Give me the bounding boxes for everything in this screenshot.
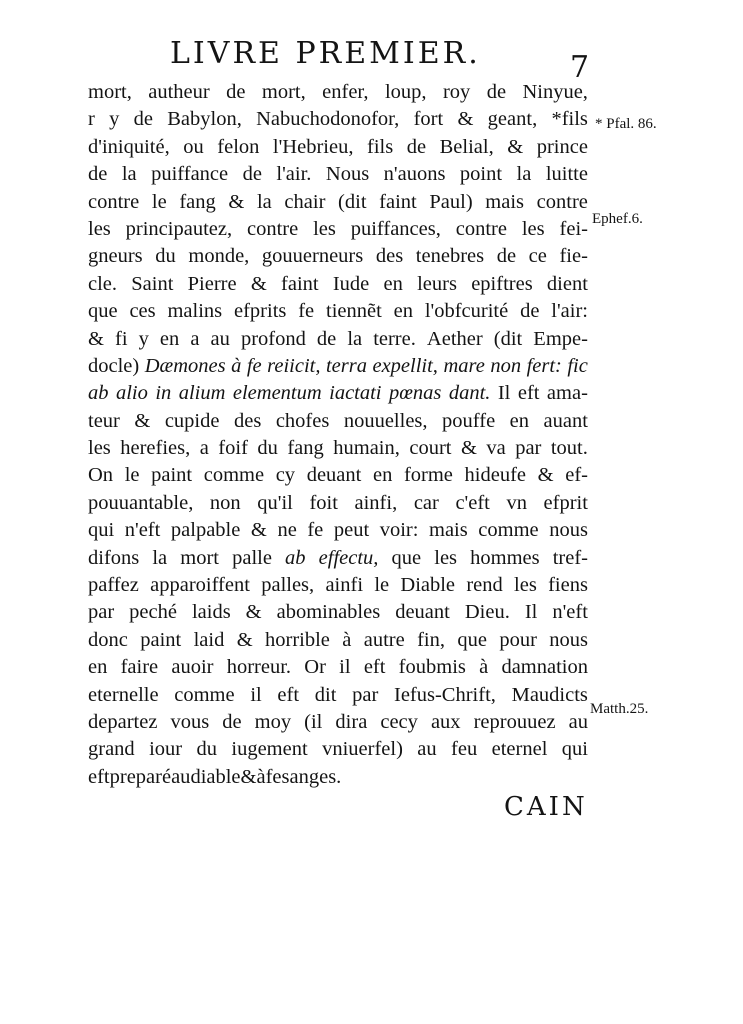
word: & [250,519,267,542]
word: nous [549,628,588,651]
word: fe [246,354,262,377]
margin-note-matthew: Matth.25. [590,701,649,717]
word: le [124,464,140,487]
word: contre [536,190,588,213]
word: de [520,300,540,323]
word: iour [149,738,183,761]
word: au [210,327,230,350]
word: puiffance [151,163,229,186]
word: en [393,300,413,323]
word: preparé [109,765,172,788]
word: & [460,437,477,460]
word: Paul) [429,190,473,213]
text-line [88,627,588,654]
word: pouuantable, [88,491,194,514]
word: rend [466,574,503,597]
word: Il [497,382,511,405]
word: l'air: [551,300,588,323]
word: r [88,108,95,131]
word: Empe- [533,327,588,350]
word: la [516,163,532,186]
text-line [88,462,588,489]
word: horrible [265,628,330,651]
word: eft [277,683,300,706]
text-line [88,353,588,380]
word: en [509,409,530,432]
word: fin, [417,628,445,651]
word: fei- [559,217,588,240]
catchword: CAIN [504,792,588,822]
word: les [88,217,111,240]
text-line [88,764,588,791]
text-line [88,106,588,133]
word: apparoiffent [150,574,250,597]
word: qui [561,738,588,761]
word: au [417,738,437,761]
text-line [88,599,588,626]
word: eft [363,656,386,679]
word: de [242,163,262,186]
text-line [88,408,588,435]
word: difons [88,546,140,569]
word: foubmis [398,656,466,679]
word: mais [429,519,468,542]
margin-note-ephesians: Ephef.6. [592,211,643,227]
word: terra [325,354,367,377]
word: chofes [275,409,330,432]
word: mort, [88,81,132,103]
word: expellit, [372,354,438,377]
word: grand [88,738,135,761]
word: y [138,327,149,350]
word: foit [309,491,338,514]
word: va [486,437,506,460]
text-line [88,545,588,572]
word: *fils [551,108,588,131]
word: gouuerneurs [261,245,364,268]
word: eft [517,382,540,405]
text-line [88,517,588,544]
text-line [88,134,588,161]
word: de [496,245,517,268]
word: pour [499,628,537,651]
word: humain, [333,437,400,460]
word: faint [281,272,319,295]
word: diable [190,765,241,788]
word: vous [170,710,210,733]
word: forme [403,464,453,487]
word: fic [567,354,588,377]
word: fert: [526,354,562,377]
word: l'Hebrieu, [272,135,354,158]
word: prince [536,135,588,158]
text-line [88,654,588,681]
word: faire [120,656,159,679]
word: voir: [379,519,419,542]
word: dient [546,272,588,295]
word: alium [178,382,226,405]
word: ces [129,300,156,323]
word: departez [88,710,158,733]
word: paint [151,464,193,487]
word: palles, [261,574,315,597]
word: en [159,327,180,350]
word: On [88,464,114,487]
word: au [171,765,191,788]
word: que [88,300,118,323]
word: faint [379,190,417,213]
word: que [391,546,422,569]
word: les [88,437,111,460]
word: du [196,738,217,761]
word: n'eft [552,601,588,624]
word: non [490,354,522,377]
word: pouffe [442,409,496,432]
word: tout. [550,437,588,460]
word: il [250,683,262,706]
word: Ninyue, [522,81,588,103]
word: l'air. [276,163,312,186]
word: car [413,491,439,514]
word: peché [129,601,177,624]
text-line [88,243,588,270]
word: palle [232,546,272,569]
word: enfer, [322,81,369,103]
word: c'eft [455,491,490,514]
word: donc [88,628,128,651]
word: autheur [148,81,210,103]
word: le [151,190,167,213]
word: felon [217,135,260,158]
word: court [409,437,452,460]
word: fe [298,300,315,323]
word: fils [367,135,394,158]
word: du [257,437,278,460]
word: en [372,464,393,487]
word: nous [549,519,588,542]
word: ne [277,519,297,542]
word: les [434,546,458,569]
word: & [88,327,104,350]
word: peut [333,519,370,542]
word: luitte [545,163,588,186]
word: epiftres [471,272,533,295]
word: il [339,656,351,679]
word: la [256,190,272,213]
word: point [459,163,503,186]
word: fes [265,765,290,788]
word: fang [179,190,216,213]
text-line [88,271,588,298]
word: à [342,628,352,651]
word: mare [443,354,485,377]
word: (dit [338,190,367,213]
text-line [88,326,588,353]
word: (il [304,710,323,733]
word: paffez [88,574,139,597]
word: autre [363,628,405,651]
word: laids [191,601,231,624]
word: principautez, [125,217,233,240]
text-line [88,490,588,517]
word: tenebres [415,245,485,268]
running-head: LIVRE PREMIER. [170,36,481,71]
margin-note-psalm: * Pfal. 86. [595,116,657,132]
word: qui [88,519,115,542]
word: cecy [380,710,418,733]
word: n'auons [383,163,446,186]
word: & [457,108,474,131]
word: terre. [373,327,416,350]
word: leurs [417,272,457,295]
word: fie- [559,245,588,268]
word: à [256,765,266,788]
word: contre [88,190,140,213]
word: fang [287,437,324,460]
word: Pierre [187,272,237,295]
word: qu'il [257,491,293,514]
word: & [240,765,257,788]
word: herefies, [120,437,191,460]
word: la [152,546,168,569]
word: de [133,108,153,131]
word: ama- [546,382,588,405]
word: foif [218,437,248,460]
word: mais [485,190,525,213]
word: de [88,163,108,186]
word: hommes [470,546,540,569]
word: ef- [565,464,588,487]
word: Maudicts [511,683,588,706]
word: Saint [131,272,174,295]
word: eternelle [88,683,159,706]
word: deuant [395,601,450,624]
word: dit [314,683,337,706]
word: geant, [487,108,538,131]
word: de [222,710,242,733]
word: malins [167,300,223,323]
word: horreur. [226,656,292,679]
word: & [507,135,524,158]
word: palpable [170,519,241,542]
word: efprit [543,491,588,514]
text-line [88,435,588,462]
word: fort [413,108,444,131]
word: nouuelles, [343,409,428,432]
word: Diable [400,574,456,597]
word: dant. [448,382,491,405]
word: ab [285,546,306,569]
word: contre [246,217,299,240]
word: Or [304,656,326,679]
word: & [537,464,554,487]
word: de [406,135,427,158]
word: & [236,628,253,651]
word: tref- [552,546,588,569]
text-line [88,736,588,763]
word: in [155,382,172,405]
word: abominables [276,601,381,624]
word: hideufe [464,464,527,487]
word: eft [88,765,110,788]
word: loup, [384,81,427,103]
word: Il [524,601,538,624]
word: fi [115,327,128,350]
word: ce [528,245,547,268]
word: cle. [88,272,118,295]
word: de [316,327,337,350]
word: reprouuez [473,710,556,733]
word: & [245,601,262,624]
word: mort [180,546,219,569]
page-number: 7 [570,50,590,85]
text-line [88,572,588,599]
word: Iefus-Chrift, [394,683,496,706]
text-line [88,79,588,106]
word: tiennẽt [326,300,382,323]
word: & [228,190,245,213]
word: anges. [289,765,342,788]
word: comme [478,519,539,542]
word: fiens [548,574,588,597]
text-line [88,298,588,325]
word: ou [183,135,204,158]
word: du [155,245,176,268]
word: en [88,656,108,679]
word: par [88,601,115,624]
body-text [88,79,588,791]
word: profond [240,327,306,350]
word: auant [543,409,588,432]
text-line [88,161,588,188]
word: puiffances, [350,217,441,240]
word: Belial, [439,135,494,158]
word: a [190,327,200,350]
word: vniuerfel) [322,738,403,761]
word: les [514,574,537,597]
word: teur [88,409,120,432]
word: par [515,437,542,460]
word: au [568,710,588,733]
word: docle) [88,354,140,377]
word: paint [140,628,182,651]
word: ainfi, [354,491,398,514]
word: la [121,163,137,186]
word: iactati [329,382,382,405]
word: Dæmones [144,354,226,377]
word: que [457,628,487,651]
word: reiicit, [267,354,321,377]
word: Dieu. [464,601,510,624]
text-line [88,380,588,407]
word: fe [307,519,324,542]
word: à [231,354,242,377]
text-line [88,216,588,243]
text-line [88,682,588,709]
word: elementum [232,382,322,405]
word: eternel [491,738,548,761]
word: ainfi [325,574,364,597]
word: damnation [501,656,588,679]
word: gneurs [88,245,143,268]
text-line [88,189,588,216]
word: & [134,409,151,432]
word: y [109,108,120,131]
word: efprits [234,300,287,323]
word: auoir [171,656,214,679]
word: des [233,409,262,432]
word: feu [451,738,478,761]
word: l'obfcurité [424,300,509,323]
word: les [313,217,336,240]
text-line [88,709,588,736]
word: par [352,683,379,706]
word: n'eft [124,519,161,542]
word: (dit [493,327,523,350]
word: chair [284,190,326,213]
word: en [383,272,403,295]
word: effectu, [318,546,379,569]
word: ab [88,382,109,405]
word: contre [455,217,507,240]
word: cy [275,464,296,487]
word: deuant [306,464,362,487]
word: Nabuchodonofor, [256,108,400,131]
word: comme [203,464,265,487]
word: mort, [261,81,306,103]
word: Babylon, [167,108,242,131]
word: le [374,574,390,597]
word: aux [430,710,461,733]
word: vn [506,491,527,514]
word: de [486,81,507,103]
word: monde, [188,245,250,268]
word: la [347,327,363,350]
word: iugement [231,738,308,761]
word: d'iniquité, [88,135,170,158]
word: des [375,245,404,268]
word: a [199,437,209,460]
word: roy [442,81,471,103]
word: & [250,272,267,295]
word: cupide [164,409,220,432]
word: non [209,491,241,514]
word: laid [193,628,225,651]
word: comme [174,683,235,706]
word: alio [115,382,148,405]
word: les [521,217,545,240]
word: moy [254,710,292,733]
word: Nous [325,163,370,186]
word: de [226,81,246,103]
word: Aether [426,327,483,350]
word: Iude [332,272,370,295]
word: pœnas [388,382,442,405]
word: à [479,656,489,679]
word: dira [335,710,368,733]
